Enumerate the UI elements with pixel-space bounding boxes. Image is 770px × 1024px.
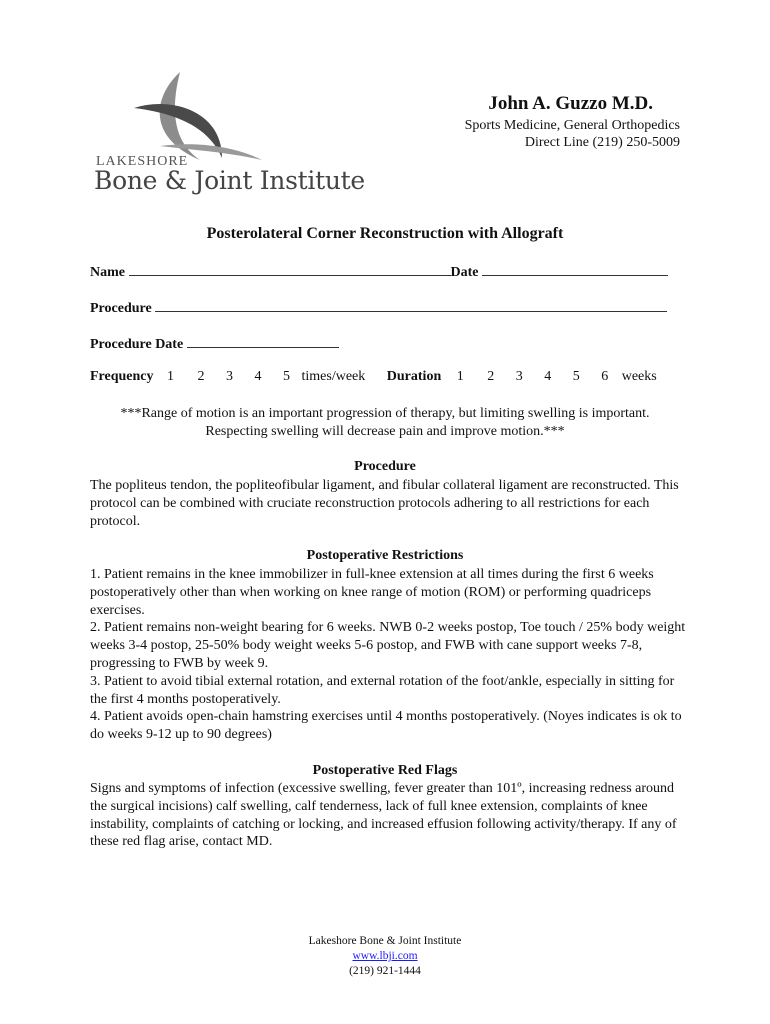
duration-option[interactable]: 2 — [487, 369, 495, 384]
footer — [0, 934, 770, 979]
duration-option[interactable]: 1 — [456, 369, 464, 384]
procedure-date-label: Procedure Date — [90, 337, 184, 352]
duration-option[interactable]: 6 — [601, 369, 609, 384]
duration-option[interactable]: 3 — [515, 369, 523, 384]
institute-logo — [90, 68, 370, 198]
procedure-text — [90, 477, 690, 530]
duration-unit: weeks — [621, 369, 657, 384]
red-flags-paragraph: Signs and symptoms of infection (excessive swelling, fever greater than 101º, increasing redness around the surgical incisions) calf swelling, calf tenderness, lack of full knee extension, complaints of knee instability, complaints of catching or locking, and increased effusion following activity/therapy. If any of these red flag arise, contact MD. — [90, 781, 677, 850]
doctor-name: John A. Guzzo M.D. — [488, 93, 653, 114]
procedure-heading: Procedure — [354, 459, 416, 474]
logo-swoosh-icon — [130, 68, 270, 164]
procedure-label: Procedure — [90, 301, 152, 316]
red-flags-heading: Postoperative Red Flags — [312, 763, 458, 778]
duration-option[interactable]: 4 — [544, 369, 552, 384]
date-label: Date — [450, 265, 479, 280]
frequency-label: Frequency — [90, 369, 154, 384]
frequency-option[interactable]: 2 — [197, 369, 205, 384]
name-date-row — [90, 262, 668, 281]
restriction-item: 1. Patient remains in the knee immobilizer in full-knee extension at all times during the first 6 weeks postoperatively other than when working on knee range of motion (ROM) or performing quadriceps exercises. — [90, 567, 654, 618]
doctor-phone: Direct Line (219) 250-5009 — [524, 135, 680, 150]
duration-option[interactable]: 5 — [572, 369, 580, 384]
red-flags-text — [90, 780, 690, 851]
procedure-row — [90, 298, 667, 317]
procedure-field[interactable] — [155, 298, 667, 312]
procedure-date-row — [90, 334, 339, 353]
swelling-note — [0, 405, 770, 441]
logo-big-text: Bone & Joint Institute — [94, 166, 365, 195]
date-field[interactable] — [482, 262, 668, 276]
frequency-option[interactable]: 1 — [167, 369, 175, 384]
frequency-option[interactable]: 4 — [254, 369, 262, 384]
logo-small-text: LAKESHORE — [96, 154, 189, 169]
restriction-item: 2. Patient remains non-weight bearing for 6 weeks. NWB 0-2 weeks postop, Toe touch / 25% body weight weeks 3-4 postop, 25-50% body weight weeks 5-6 postop, and FWB with cane support weeks 7-8, progressing to FWB by week 9. — [90, 620, 686, 671]
restrictions-heading: Postoperative Restrictions — [306, 548, 464, 563]
page-title: Posterolateral Corner Reconstruction with Allograft — [206, 225, 564, 242]
name-field[interactable] — [129, 262, 451, 276]
restriction-item: 4. Patient avoids open-chain hamstring exercises until 4 months postoperatively. (Noyes indicates is ok to do weeks 9-12 up to 90 degrees) — [90, 709, 682, 743]
footer-org: Lakeshore Bone & Joint Institute — [308, 935, 462, 947]
frequency-duration-row — [90, 369, 657, 385]
procedure-date-field[interactable] — [187, 334, 339, 348]
procedure-paragraph: The popliteus tendon, the popliteofibular ligament, and fibular collateral ligament are reconstructed. This protocol can be combined with cruciate reconstruction protocols adhering to all restrictions for each protocol. — [90, 478, 679, 529]
footer-website-link[interactable]: www.lbji.com — [352, 950, 418, 962]
note-line-2: Respecting swelling will decrease pain and improve motion.*** — [205, 424, 565, 439]
frequency-unit: times/week — [301, 369, 366, 384]
duration-label: Duration — [386, 369, 442, 384]
restrictions-list — [90, 566, 690, 744]
frequency-option[interactable]: 5 — [283, 369, 291, 384]
restriction-item: 3. Patient to avoid tibial external rotation, and external rotation of the foot/ankle, especially in sitting for the first 4 months postoperatively. — [90, 673, 675, 707]
name-label: Name — [90, 265, 125, 280]
frequency-option[interactable]: 3 — [226, 369, 234, 384]
note-line-1: ***Range of motion is an important progression of therapy, but limiting swelling is important. — [120, 406, 650, 421]
doctor-specialty: Sports Medicine, General Orthopedics — [464, 118, 680, 133]
footer-phone: (219) 921-1444 — [349, 965, 421, 977]
